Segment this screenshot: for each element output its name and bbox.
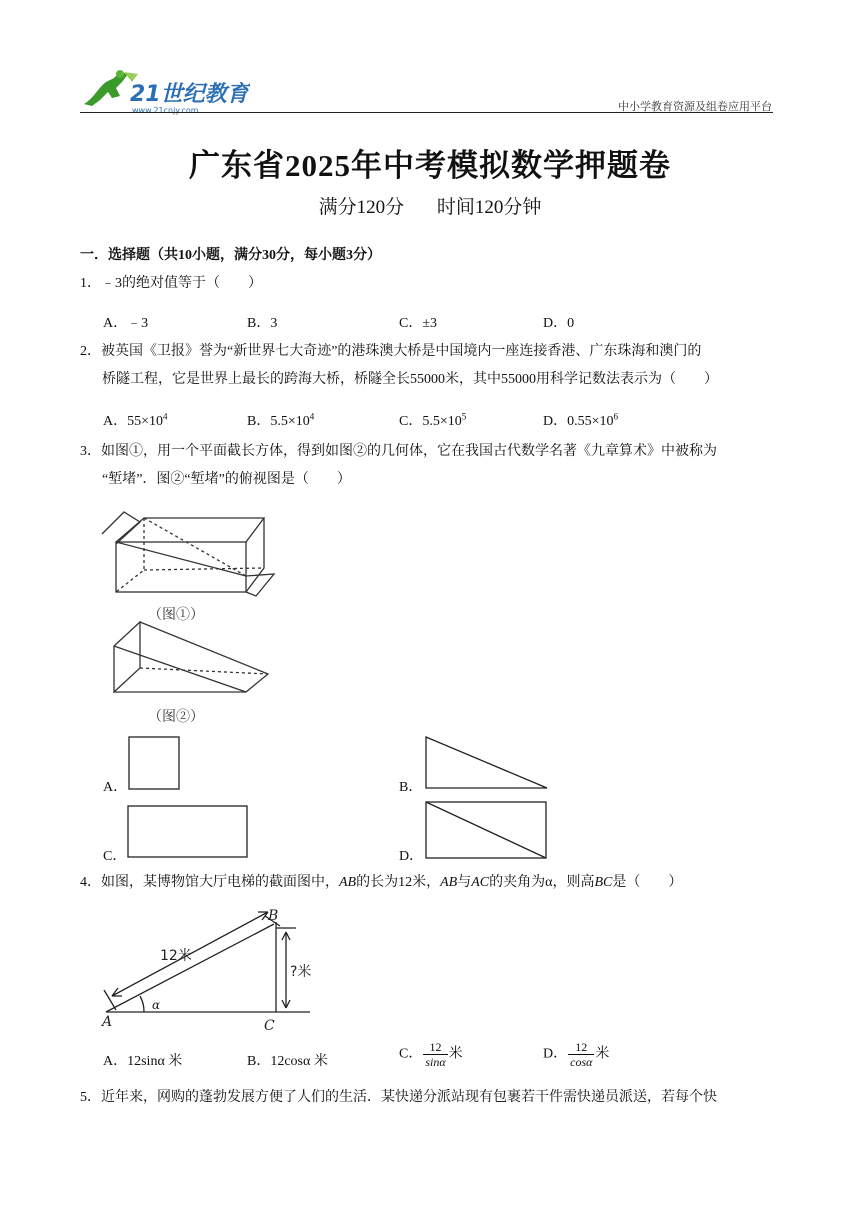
page-title: 广东省2025年中考模拟数学押题卷 [189,148,671,183]
q2-option-d: D．$0.55\times 10^6$ [543,411,619,429]
q3-option-d-label: D． [399,849,424,864]
logo-url: www.21cnjy.com [132,106,199,115]
exam-time: 时间120分钟 [436,197,542,218]
header-divider [80,112,773,113]
question-2-stem [80,338,780,394]
exam-info [0,192,860,219]
q2-line-1: 2．被英国《卫报》誉为“新世界七大奇迹”的港珠澳大桥是中国境内一座连接香港、广东珠海和澳门的 [80,344,702,359]
svg-text:B: B [268,908,279,924]
question-4-stem: 4．如图，某博物馆大厅电梯的截面图中，AB的长为12米，AB与AC的夹角为α，则高BC是（ ） [80,875,683,890]
q4-option-b: B．12cosα 米 [247,1054,328,1069]
q3-option-b-triangle-shape [424,735,550,795]
q2-option-a: A．$55\times 10^4$ [103,411,168,429]
q1-option-c: C．±3 [399,316,438,331]
figure-1-caption: （图①） [148,608,204,623]
q4-option-c: C． $\frac{12}{\sin\alpha}$ 米 [399,1040,463,1069]
figure-2-wedge [100,618,280,703]
q3-option-d-rectangle-diagonal-shape [424,800,548,865]
q2-option-c: C．$5.5\times 10^5$ [399,411,467,429]
svg-text:?米: ?米 [290,964,312,980]
total-score: 满分120分 [318,197,405,218]
q3-option-b-label: B． [399,780,423,795]
site-logo [80,68,250,116]
q1-option-b: B．3 [247,316,278,331]
q1-option-a: A．﹣3 [103,316,149,331]
question-3-stem [80,438,780,494]
q2-option-b: B．$5.5\times 10^4$ [247,411,315,429]
figure-escalator [100,904,325,1034]
q3-option-a-label: A． [103,780,128,795]
question-1-stem: 1．﹣3的绝对值等于（ ） [80,276,262,291]
figure-1-cuboid [100,510,280,600]
figure-2-caption: （图②） [148,710,204,725]
svg-text:A: A [102,1014,113,1030]
logo-text: 21世纪教育 [130,82,249,107]
svg-text:C: C [264,1018,275,1034]
q3-option-a-square-shape [128,736,180,795]
q3-option-c-label: C． [103,849,127,864]
q4-option-a: A．12sinα 米 [103,1054,183,1069]
question-5-stem: 5．近年来，网购的蓬勃发展方便了人们的生活．某快递分派站现有包裹若干件需快递员派送，若每个快 [80,1090,717,1105]
platform-name: 中小学教育资源及组卷应用平台 [618,100,772,113]
q3-line-2: “堑堵”．图②“堑堵”的俯视图是（ ） [102,472,351,487]
svg-text:12米: 12米 [160,948,192,964]
q3-option-c-rectangle-shape [127,805,249,864]
q1-option-d: D．0 [543,316,575,331]
section-heading: 一．选择题（共10小题，满分30分，每小题3分） [80,248,381,263]
svg-text:α: α [152,998,161,1012]
q2-line-2: 桥隧工程，它是世界上最长的跨海大桥，桥隧全长55000米，其中55000用科学记数法表示为（ ） [102,372,718,387]
q4-option-d: D． $\frac{12}{\cos\alpha}$ 米 [543,1040,610,1069]
q3-line-1: 3．如图①，用一个平面截长方体，得到如图②的几何体，它在我国古代数学名著《九章算术》中被称为 [80,444,717,459]
